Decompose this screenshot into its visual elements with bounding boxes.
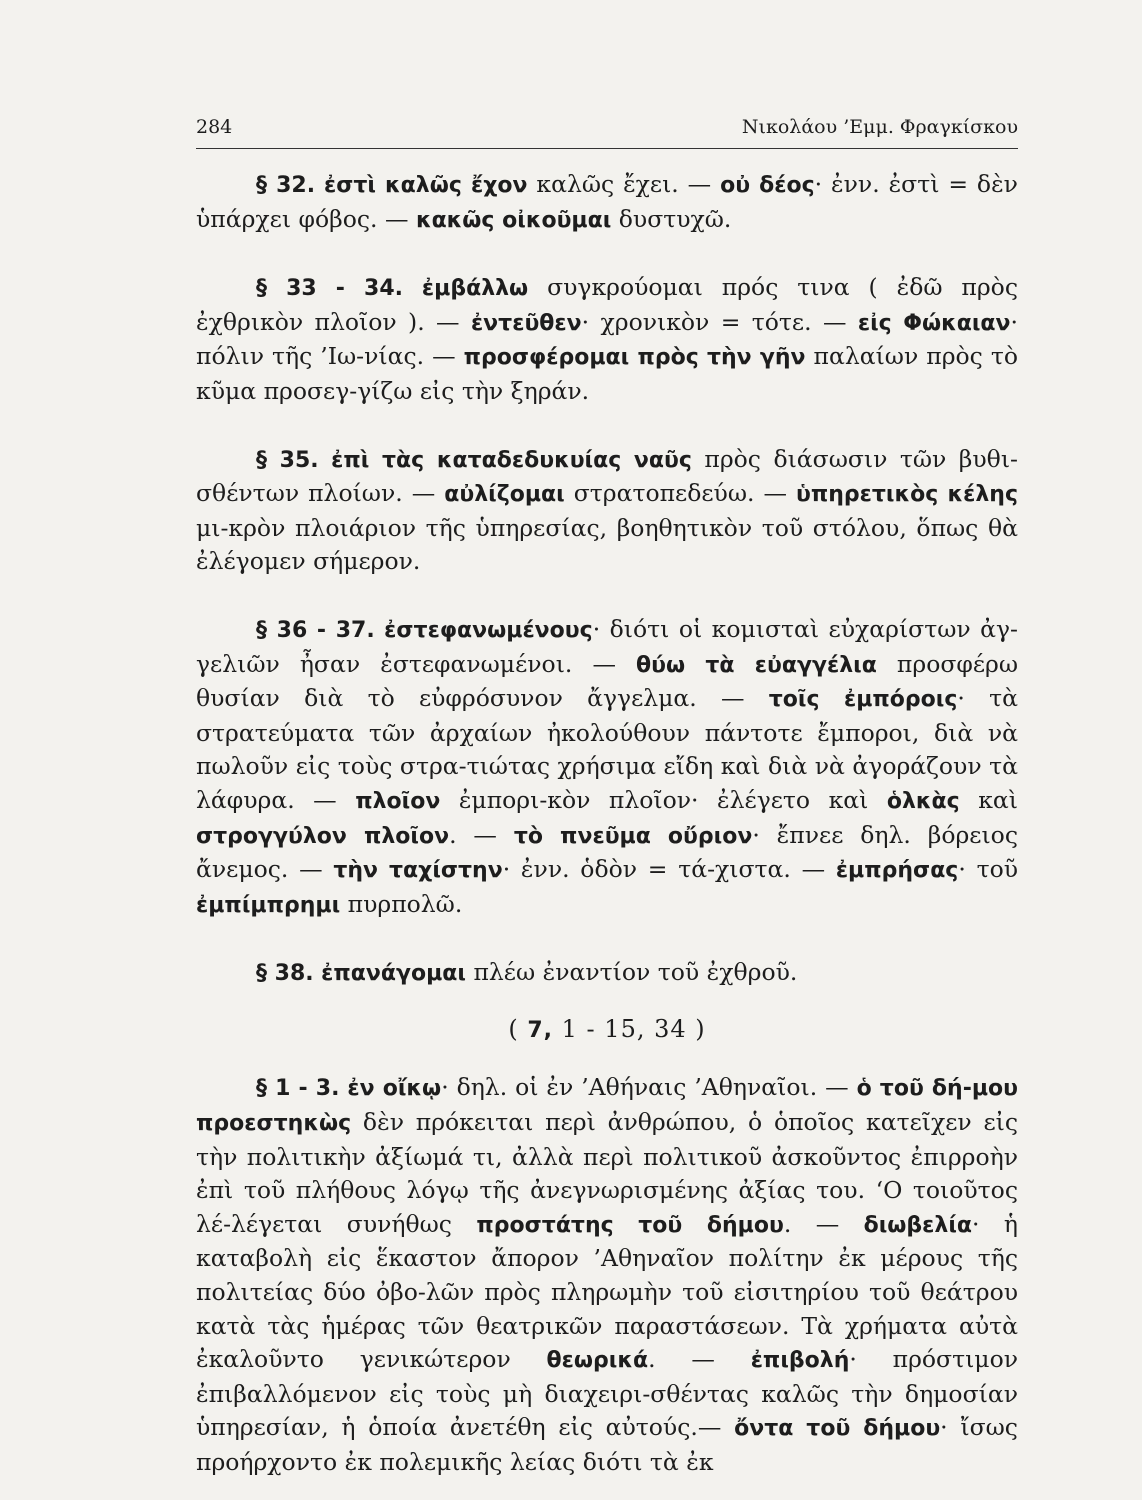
lemma: τοῖς ἐμπόροις <box>768 687 958 713</box>
heading-book: 7, <box>527 1017 554 1043</box>
lemma: προστάτης τοῦ δήμου <box>476 1212 784 1238</box>
page-header <box>196 112 1018 149</box>
gloss: · ἐνν. ἐστὶ = δὲν ὑπάρχει φόβος. — <box>196 170 1018 233</box>
lemma: τὸ πνεῦμα οὔριον <box>513 823 753 849</box>
section-mark: § 33 - 34. <box>256 276 403 302</box>
heading-range: 1 - 15, 34 ) <box>553 1014 706 1043</box>
lemma: κακῶς οἰκοῦμαι <box>415 207 612 233</box>
page-body <box>196 168 1018 1480</box>
paragraph-36 <box>196 613 1018 922</box>
gloss: · χρονικὸν = τότε. — <box>581 307 858 336</box>
gloss: στρατοπεδεύω. — <box>564 479 796 508</box>
section-mark: § 32. <box>256 173 316 198</box>
running-title: Νικολάου ’Εμμ. Φραγκίσκου <box>741 116 1018 138</box>
lemma: ἐπανάγομαι <box>321 961 466 987</box>
lemma: πλοῖον <box>355 788 441 814</box>
section-mark: § 1 - 3. <box>256 1076 340 1102</box>
lemma: προσφέρομαι πρὸς τὴν γῆν <box>463 345 806 371</box>
lemma: ἐμπίμπρημι <box>196 892 341 918</box>
gloss: · τοῦ <box>958 855 1018 884</box>
gloss: · διότι οἱ κομισταὶ εὐχαρίστων ἀγ-γελιῶν ἦσαν ἐστεφανωμένοι. — <box>196 614 1018 678</box>
paragraph-1 <box>196 1071 1018 1479</box>
lemma: ἐμπρήσας <box>835 858 959 884</box>
lemma: ἐμβάλλω <box>421 276 529 302</box>
lemma: τὴν ταχίστην <box>333 858 503 884</box>
gloss: · ἡ καταβολὴ εἰς ἕκαστον ἄπορον ’Αθηναῖον πολίτην ἐκ μέρους τῆς πολιτείας δύο ὀβο-λῶν πρὸς πληρωμὴν τοῦ εἰσιτηρίου τοῦ θεάτρου κατὰ τὰς ἡμέρας τῶν θεατρικῶν παραστάσεων. Τὰ χρήματα αὐτὰ ἐκαλοῦντο γενικώτερον <box>196 1209 1018 1374</box>
gloss: καλῶς ἔχει. — <box>527 170 721 198</box>
page-number: 284 <box>196 116 233 138</box>
paragraph-32 <box>196 168 1018 237</box>
section-mark: § 38. <box>256 961 314 987</box>
gloss: δὲν πρόκειται περὶ ἀνθρώπου, ὁ ὁποῖος κατεῖχεν εἰς τὴν πολιτικὴν ἀξίωμά τι, ἀλλὰ περὶ πολιτικοῦ ἀσκοῦντος ἐπιρροὴν ἐπὶ τοῦ πλήθους λόγῳ τῆς ἀνεγνωρισμένης ἀξίας του. ‘Ο τοιοῦτος λέ-λέγεται συνήθως <box>196 1108 1018 1238</box>
gloss: . — <box>648 1345 751 1374</box>
heading-open: ( <box>508 1014 528 1043</box>
lemma: διωβελία <box>863 1212 973 1238</box>
lemma: ὄντα τοῦ δήμου <box>734 1416 941 1442</box>
gloss: · πρόστιμον ἐπιβαλλόμενον εἰς τοὺς μὴ διαχειρι-σθέντας καλῶς τὴν δημοσίαν ὑπηρεσίαν, ἡ ὁποία ἀνετέθη εἰς αὐτούς.— <box>196 1345 1019 1442</box>
section-mark: § 36 - 37. <box>256 617 375 643</box>
lemma: στρογγύλον πλοῖον <box>196 823 450 849</box>
lemma: ἐστὶ καλῶς ἔχον <box>323 173 528 198</box>
lemma: αὐλίζομαι <box>444 482 565 508</box>
paragraph-33 <box>196 271 1018 408</box>
gloss: πλέω ἐναντίον τοῦ ἐχθροῦ. <box>465 958 798 987</box>
lemma: θύω τὰ εὐαγγέλια <box>636 652 877 678</box>
gloss: · ἐνν. ὁδὸν = τά-χιστα. — <box>502 855 836 884</box>
gloss: παλαίων πρὸς τὸ κῦμα προσεγ-γίζω εἰς τὴν ξηράν. <box>196 342 1019 405</box>
lemma: οὐ δέος <box>720 173 815 198</box>
lemma: ἐστεφανωμένους <box>384 617 593 643</box>
chapter-heading <box>196 1013 1018 1048</box>
gloss: πυρπολῶ. <box>340 889 463 918</box>
gloss: καὶ <box>959 785 1018 814</box>
lemma: εἰς Φώκαιαν <box>857 310 1011 336</box>
gloss: ἐμπορι-κὸν πλοῖον· ἐλέγετο καὶ <box>440 785 887 814</box>
lemma: ἐπὶ τὰς καταδεδυκυίας ναῦς <box>331 447 692 473</box>
lemma: ἐντεῦθεν <box>470 310 582 336</box>
lemma: θεωρικά <box>546 1348 649 1374</box>
gloss: . — <box>449 820 514 849</box>
paragraph-38 <box>196 956 1018 991</box>
gloss: · πόλιν τῆς ’Ιω-νίας. — <box>196 307 1018 371</box>
gloss: · ἔπνεε δηλ. βόρειος ἄνεμος. — <box>196 820 1018 884</box>
gloss: προσφέρω θυσίαν διὰ τὸ εὐφρόσυνον ἄγγελμα. — <box>196 649 1018 713</box>
gloss: πρὸς διάσωσιν τῶν βυθι-σθέντων πλοίων. — <box>196 444 1018 508</box>
lemma: ἐν οἴκῳ <box>347 1076 442 1102</box>
gloss: · ἴσως προήρχοντο ἐκ πολεμικῆς λείας διότι τὰ ἐκ <box>196 1413 1018 1476</box>
gloss: μι-κρὸν πλοιάριον τῆς ὑπηρεσίας, βοηθητικὸν τοῦ στόλου, ὅπως θὰ ἐλέγομεν σήμερον. <box>196 513 1018 576</box>
gloss: δυστυχῶ. <box>611 204 732 233</box>
paragraph-35 <box>196 443 1018 579</box>
lemma: ὑπηρετικὸς κέλης <box>795 482 1018 508</box>
gloss: · δηλ. οἱ ἐν ’Αθήναις ’Αθηναῖοι. — <box>441 1073 857 1102</box>
section-mark: § 35. <box>256 447 319 473</box>
gloss: · τὰ στρατεύματα τῶν ἀρχαίων ἠκολούθουν πάντοτε ἔμποροι, διὰ νὰ πωλοῦν εἰς τοὺς στρα-τιώτας χρήσιμα εἴδη καὶ διὰ νὰ ἀγοράζουν τὰ λάφυρα. — <box>196 684 1018 814</box>
lemma: ὁλκὰς <box>886 788 960 814</box>
gloss: . — <box>783 1209 864 1238</box>
gloss: συγκρούομαι πρός τινα ( ἐδῶ πρὸς ἐχθρικὸν πλοῖον ). — <box>196 273 1018 336</box>
lemma: ἐπιβολή <box>750 1348 850 1374</box>
lemma: ὁ τοῦ δή-μου προεστηκὼς <box>196 1076 1018 1137</box>
